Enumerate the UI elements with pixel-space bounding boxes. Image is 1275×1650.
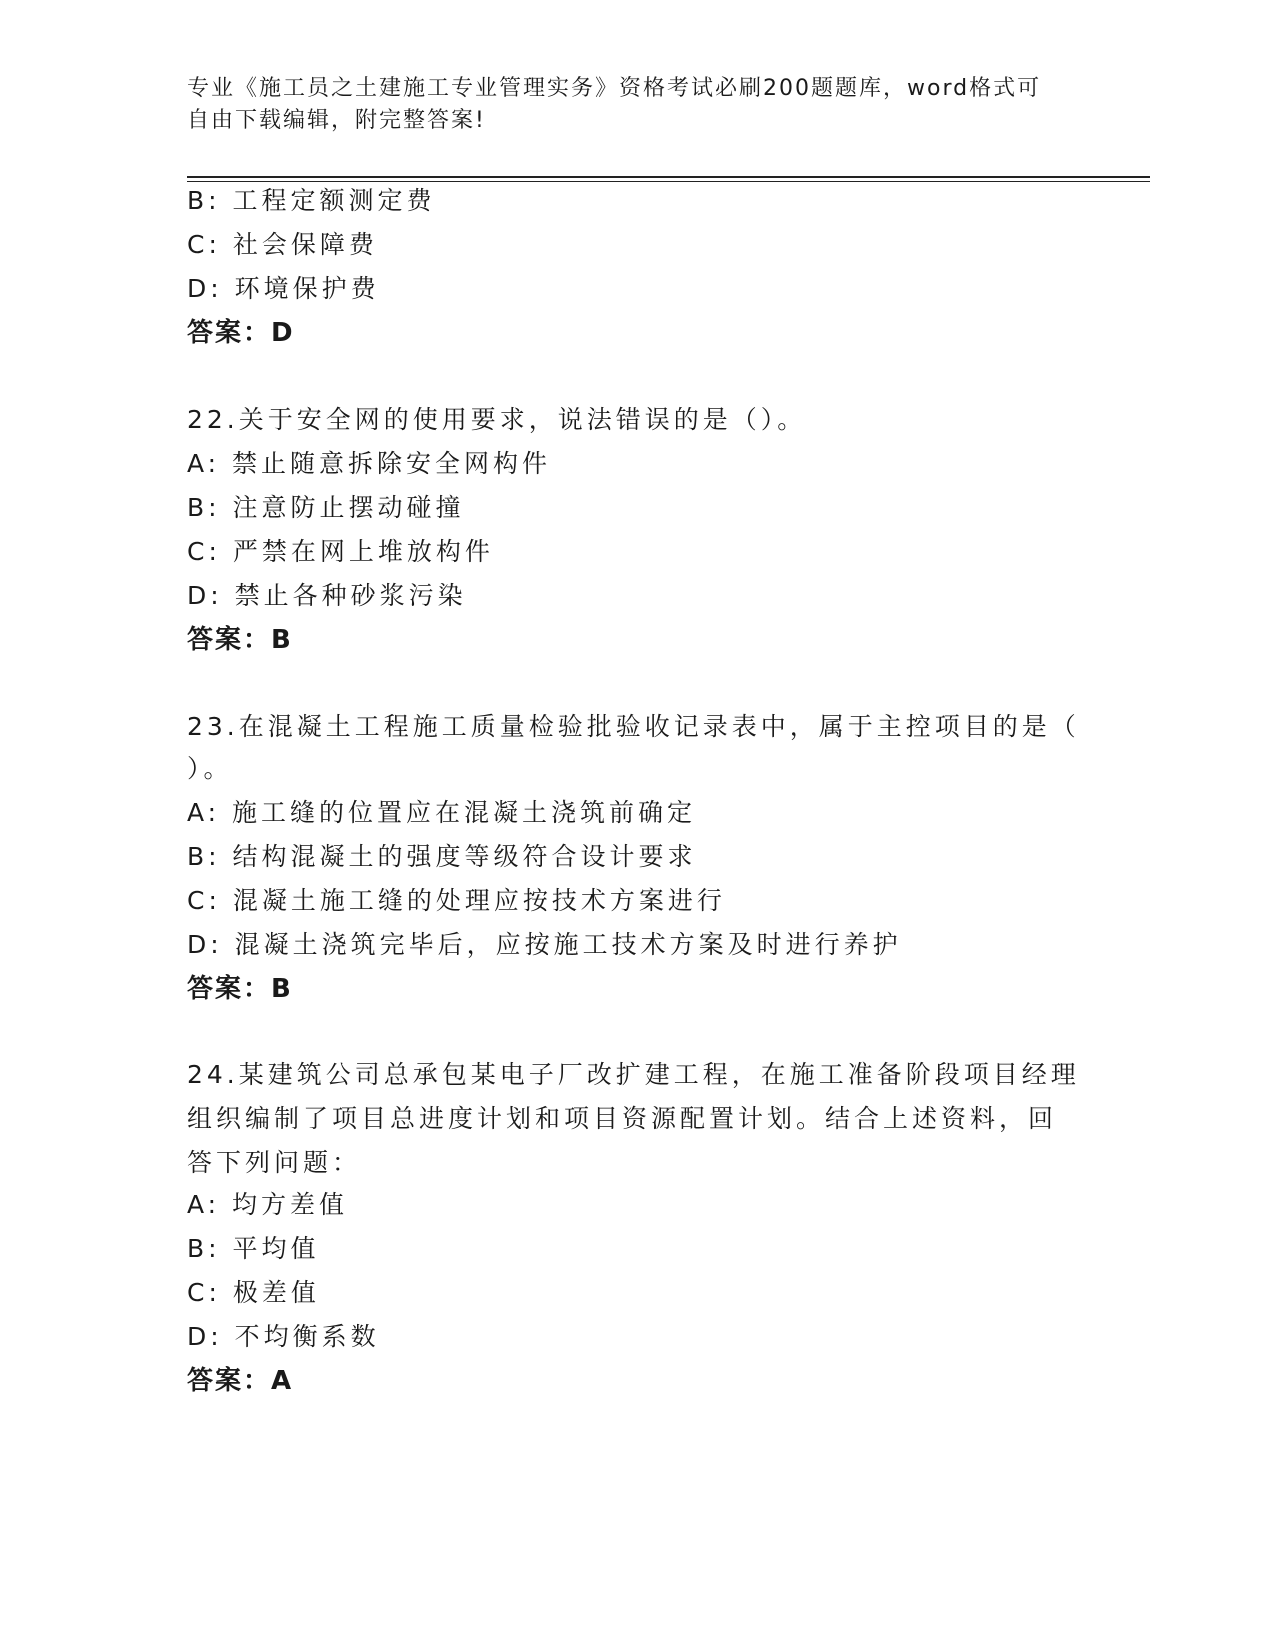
q22-option-c: C: 严禁在网上堆放构件 <box>187 537 494 566</box>
q24-question-line-3: 答下列问题： <box>187 1148 362 1177</box>
q24-question-line-2: 组织编制了项目总进度计划和项目资源配置计划。结合上述资料，回 <box>187 1104 1058 1133</box>
q22-option-a: A: 禁止随意拆除安全网构件 <box>187 449 552 478</box>
q24-option-a: A: 均方差值 <box>187 1190 349 1219</box>
q21-answer: 答案：D <box>187 318 295 348</box>
header-divider-thin <box>187 181 1150 182</box>
q24-question-line-1: 24.某建筑公司总承包某电子厂改扩建工程，在施工准备阶段项目经理 <box>187 1060 1080 1089</box>
q24-answer: 答案：A <box>187 1366 294 1396</box>
q22-option-b: B: 注意防止摆动碰撞 <box>187 493 465 522</box>
document-header <box>187 73 1067 137</box>
q23-answer: 答案：B <box>187 974 293 1004</box>
q22-option-d: D: 禁止各种砂浆污染 <box>187 581 467 610</box>
header-line-2: 自由下载编辑，附完整答案! <box>187 108 486 133</box>
q21-option-c: C: 社会保障费 <box>187 230 378 259</box>
q23-question-line-1: 23.在混凝土工程施工质量检验批验收记录表中，属于主控项目的是（ <box>187 712 1080 741</box>
q23-option-a: A: 施工缝的位置应在混凝土浇筑前确定 <box>187 798 697 827</box>
q23-option-d: D: 混凝土浇筑完毕后，应按施工技术方案及时进行养护 <box>187 930 902 959</box>
q21-option-b: B: 工程定额测定费 <box>187 186 436 215</box>
q23-question-line-2: ）。 <box>187 754 233 783</box>
q22-question: 22.关于安全网的使用要求，说法错误的是（）。 <box>187 405 807 434</box>
q23-option-b: B: 结构混凝土的强度等级符合设计要求 <box>187 842 697 871</box>
q21-option-d: D: 环境保护费 <box>187 274 380 303</box>
header-line-1: 专业《施工员之土建施工专业管理实务》资格考试必刷200题题库，word格式可 <box>187 76 1042 101</box>
header-divider-thick <box>187 176 1150 178</box>
q24-option-d: D: 不均衡系数 <box>187 1322 380 1351</box>
q22-answer: 答案：B <box>187 625 293 655</box>
q24-option-c: C: 极差值 <box>187 1278 320 1307</box>
q24-option-b: B: 平均值 <box>187 1234 320 1263</box>
q23-option-c: C: 混凝土施工缝的处理应按技术方案进行 <box>187 886 726 915</box>
